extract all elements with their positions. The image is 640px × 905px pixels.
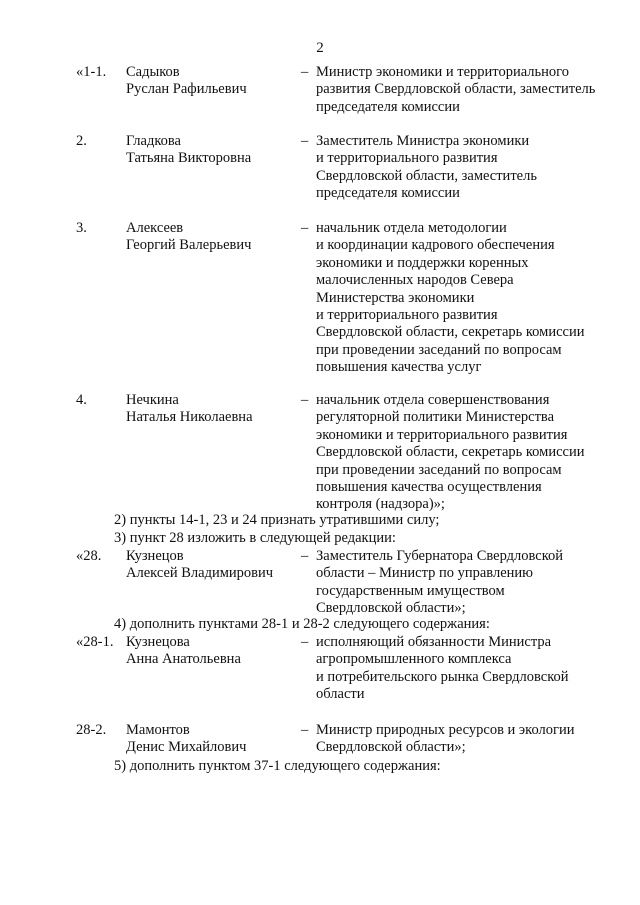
amendment-paragraph: 3) пункт 28 изложить в следующей редакции:: [114, 530, 396, 546]
entry-dash: –: [301, 548, 309, 564]
entry-description-line: области – Министр по управлению: [316, 565, 533, 582]
entry-number: 2.: [76, 133, 87, 149]
entry-description-line: начальник отдела совершенствования: [316, 392, 550, 408]
entry-description-line: председателя комиссии: [316, 185, 460, 202]
entry-dash: –: [301, 64, 309, 80]
entry-number: «28.: [76, 548, 102, 564]
entry-number: 28-2.: [76, 722, 107, 738]
entry-description-line: и территориального развития: [316, 307, 498, 323]
entry-dash: –: [301, 722, 309, 738]
entry-name-line: Алексей Владимирович: [126, 565, 274, 582]
entry-description-line: при проведении заседаний по вопросам: [316, 341, 562, 358]
entry-description-line: Свердловской области»;: [316, 600, 466, 617]
entry-description-line: регуляторной политики Министерства: [316, 409, 555, 426]
entry-number: 4.: [76, 392, 87, 408]
entry-description-line: Министр экономики и территориального: [316, 64, 569, 80]
entry-description-line: Заместитель Министра экономики: [316, 133, 530, 149]
entry-name-line: Анна Анатольевна: [126, 651, 241, 668]
entry-name-line: Руслан Рафильевич: [126, 81, 247, 98]
entry-name-line: Алексеев: [126, 220, 184, 236]
entry-description-line: и координации кадрового обеспечения: [316, 237, 555, 254]
amendment-paragraph: 2) пункты 14-1, 23 и 24 признать утратившими силу;: [114, 512, 440, 528]
entry-description-line: контроля (надзора)»;: [316, 496, 445, 513]
entry-number: «28-1.: [76, 634, 114, 650]
entry-description-line: малочисленных народов Севера: [316, 272, 514, 289]
entry-number: 3.: [76, 220, 87, 236]
entry-name-line: Наталья Николаевна: [126, 409, 253, 426]
entry-name-line: Кузнецова: [126, 634, 190, 650]
entry-description-line: Свердловской области, секретарь комиссии: [316, 324, 585, 341]
entry-description-line: начальник отдела методологии: [316, 220, 507, 236]
entry-description-line: Заместитель Губернатора Свердловской: [316, 548, 564, 564]
entry-description-line: Свердловской области»;: [316, 739, 466, 756]
entry-name-line: Нечкина: [126, 392, 179, 408]
entry-number: «1-1.: [76, 64, 107, 80]
entry-name-line: Гладкова: [126, 133, 181, 149]
entry-description-line: и территориального развития: [316, 150, 498, 167]
entry-description-line: исполняющий обязанности Министра: [316, 634, 552, 650]
entry-description-line: области: [316, 686, 365, 703]
entry-name-line: Георгий Валерьевич: [126, 237, 252, 254]
entry-description-line: повышения качества услуг: [316, 359, 482, 376]
entry-description-line: государственным имуществом: [316, 582, 505, 599]
amendment-paragraph: 5) дополнить пунктом 37-1 следующего содержания:: [114, 758, 441, 774]
entry-name-line: Мамонтов: [126, 722, 190, 738]
entry-name-line: Кузнецов: [126, 548, 184, 564]
entry-dash: –: [301, 133, 309, 149]
page-number: 2: [316, 40, 324, 56]
entry-dash: –: [301, 634, 309, 650]
entry-dash: –: [301, 220, 309, 236]
entry-description-line: экономики и поддержки коренных: [316, 254, 529, 271]
entry-description-line: Свердловской области, заместитель: [316, 167, 537, 184]
entry-description-line: Министерства экономики: [316, 289, 475, 306]
amendment-paragraph: 4) дополнить пунктами 28-1 и 28-2 следующего содержания:: [114, 616, 490, 632]
entry-description-line: экономики и территориального развития: [316, 426, 568, 443]
entry-name-line: Татьяна Викторовна: [126, 150, 252, 167]
entry-description-line: развития Свердловской области, заместитель: [316, 81, 596, 98]
entry-name-line: Садыков: [126, 64, 180, 80]
entry-dash: –: [301, 392, 309, 408]
entry-description-line: Министр природных ресурсов и экологии: [316, 722, 575, 738]
entry-description-line: повышения качества осуществления: [316, 479, 542, 495]
entry-name-line: Денис Михайлович: [126, 739, 247, 756]
entry-description-line: агропромышленного комплекса: [316, 651, 512, 668]
entry-description-line: при проведении заседаний по вопросам: [316, 461, 562, 478]
entry-description-line: председателя комиссии: [316, 98, 460, 115]
entry-description-line: Свердловской области, секретарь комиссии: [316, 444, 585, 461]
entry-description-line: и потребительского рынка Свердловской: [316, 668, 569, 685]
